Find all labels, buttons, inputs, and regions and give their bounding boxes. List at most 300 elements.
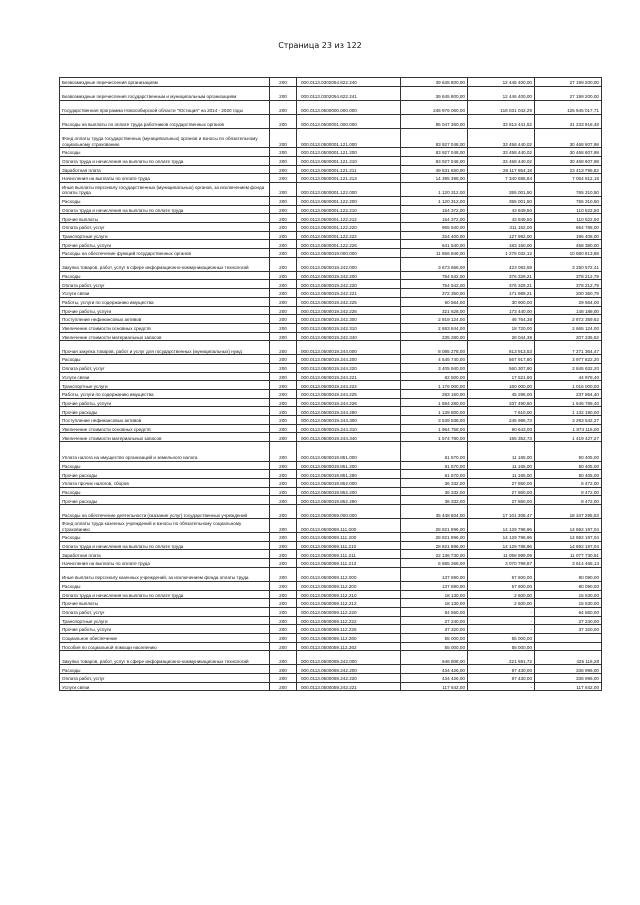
row-code-cell: 200 bbox=[270, 271, 297, 280]
table-row bbox=[60, 416, 602, 425]
page-number-label: Страница 23 из 122 bbox=[278, 41, 362, 50]
row-kbk-cell: 000.0113.0500019.244.200 bbox=[297, 355, 401, 364]
row-approved-cell: 11 656 846,00 bbox=[401, 249, 468, 258]
table-row bbox=[60, 223, 602, 232]
row-kbk-cell: 000.0113.0500019.242.220 bbox=[297, 280, 401, 289]
row-code-cell: 200 bbox=[270, 665, 297, 674]
row-kbk-cell: 000.0113.0500019.242.310 bbox=[297, 323, 401, 332]
table-row bbox=[60, 306, 602, 315]
table-row bbox=[60, 205, 602, 214]
table-row bbox=[60, 78, 602, 87]
row-approved-cell: 22 136 730,00 bbox=[401, 550, 468, 559]
row-unexecuted-cell: 207 235,62 bbox=[535, 332, 602, 341]
row-approved-cell: 3 539 538,00 bbox=[401, 416, 468, 425]
row-approved-cell: 1 176 000,00 bbox=[401, 381, 468, 390]
row-approved-cell: 64 560,00 bbox=[401, 607, 468, 616]
row-kbk-cell: 000.0113.0500059.112.260 bbox=[297, 633, 401, 642]
row-name-cell: Расходы bbox=[60, 148, 270, 157]
row-code-cell: 200 bbox=[270, 559, 297, 568]
row-code-cell: 200 bbox=[270, 590, 297, 599]
row-name-cell: Прочие работы, услуги bbox=[60, 398, 270, 407]
row-approved-cell: 83 927 048,00 bbox=[401, 128, 468, 148]
row-unexecuted-cell: 1 546 789,40 bbox=[535, 398, 602, 407]
row-name-cell: Прочие работы, услуги bbox=[60, 625, 270, 634]
row-code-cell: 200 bbox=[270, 407, 297, 416]
row-kbk-cell: 000.0113.0500019.242.000 bbox=[297, 257, 401, 271]
table-row bbox=[60, 505, 602, 519]
row-unexecuted-cell: 27 240,00 bbox=[535, 616, 602, 625]
table-row bbox=[60, 550, 602, 559]
row-name-cell: Оплата труда и начисления на выплаты по оплате труда bbox=[60, 205, 270, 214]
row-kbk-cell: 000.0113.0500059.112.262 bbox=[297, 642, 401, 651]
row-approved-cell: 27 240,00 bbox=[401, 616, 468, 625]
table-row bbox=[60, 280, 602, 289]
row-executed-cell: 45 296,00 bbox=[468, 390, 535, 399]
row-executed-cell: 17 521,60 bbox=[468, 372, 535, 381]
row-kbk-cell: 000.0113.0500019.851.000 bbox=[297, 442, 401, 462]
row-code-cell: 200 bbox=[270, 625, 297, 634]
row-code-cell: 200 bbox=[270, 214, 297, 223]
table-row bbox=[60, 616, 602, 625]
row-approved-cell: 14 395 398,00 bbox=[401, 174, 468, 183]
row-approved-cell: 434 426,00 bbox=[401, 674, 468, 683]
row-kbk-cell: 000.0113.0500059.000.000 bbox=[297, 505, 401, 519]
row-executed-cell: 311 152,00 bbox=[468, 223, 535, 232]
budget-table-body bbox=[60, 78, 602, 691]
table-row bbox=[60, 257, 602, 271]
row-name-cell: Начисления на выплаты по оплате труда bbox=[60, 174, 270, 183]
row-unexecuted-cell: 27 199 200,00 bbox=[535, 86, 602, 100]
row-approved-cell: 641 540,00 bbox=[401, 240, 468, 249]
row-unexecuted-cell: 50 405,00 bbox=[535, 442, 602, 462]
row-approved-cell: 965 940,00 bbox=[401, 223, 468, 232]
row-name-cell: Оплата работ, услуг bbox=[60, 674, 270, 683]
row-executed-cell: 567 917,80 bbox=[468, 355, 535, 364]
row-name-cell: Оплата работ, услуг bbox=[60, 607, 270, 616]
budget-table bbox=[59, 77, 602, 691]
row-code-cell: 200 bbox=[270, 424, 297, 433]
row-executed-cell: 55 000,00 bbox=[468, 642, 535, 651]
row-kbk-cell: 000.0113.0500019.244.220 bbox=[297, 363, 401, 372]
table-row bbox=[60, 174, 602, 183]
row-unexecuted-cell: 196 408,00 bbox=[535, 231, 602, 240]
row-executed-cell: 90 643,00 bbox=[468, 424, 535, 433]
row-unexecuted-cell: 3 977 822,20 bbox=[535, 355, 602, 364]
row-approved-cell: 434 426,00 bbox=[401, 665, 468, 674]
row-code-cell: 200 bbox=[270, 332, 297, 341]
row-unexecuted-cell: 80 090,00 bbox=[535, 581, 602, 590]
row-approved-cell: 154 372,00 bbox=[401, 214, 468, 223]
row-kbk-cell: 000.0113.0500001.121.200 bbox=[297, 148, 401, 157]
row-name-cell: Услуги связи bbox=[60, 372, 270, 381]
row-executed-cell: - bbox=[468, 607, 535, 616]
table-row bbox=[60, 665, 602, 674]
row-unexecuted-cell: 30 468 607,98 bbox=[535, 128, 602, 148]
row-approved-cell: 1 964 758,00 bbox=[401, 424, 468, 433]
row-approved-cell: 6 685 266,00 bbox=[401, 559, 468, 568]
row-code-cell: 200 bbox=[270, 196, 297, 205]
row-kbk-cell: 000.0113.0500019.244.300 bbox=[297, 416, 401, 425]
row-kbk-cell: 000.0113.0500019.852.290 bbox=[297, 496, 401, 505]
row-approved-cell: 60 564,00 bbox=[401, 297, 468, 306]
row-code-cell: 200 bbox=[270, 581, 297, 590]
row-code-cell: 200 bbox=[270, 398, 297, 407]
row-executed-cell: 355 001,50 bbox=[468, 182, 535, 196]
row-kbk-cell: 000.0113.0500059.242.000 bbox=[297, 651, 401, 665]
row-executed-cell: 12 446 400,00 bbox=[468, 78, 535, 87]
row-executed-cell: 183 160,00 bbox=[468, 240, 535, 249]
row-kbk-cell: 000.0113.0500001.121.211 bbox=[297, 165, 401, 174]
row-unexecuted-cell bbox=[535, 633, 602, 642]
table-row bbox=[60, 559, 602, 568]
row-code-cell: 200 bbox=[270, 280, 297, 289]
row-unexecuted-cell: 15 530,00 bbox=[535, 590, 602, 599]
row-executed-cell: 26 117 854,18 bbox=[468, 165, 535, 174]
row-approved-cell: 245 976 060,00 bbox=[401, 100, 468, 114]
row-approved-cell: 1 120 312,00 bbox=[401, 182, 468, 196]
table-row bbox=[60, 541, 602, 550]
table-row bbox=[60, 424, 602, 433]
row-name-cell: Прочие работы, услуги bbox=[60, 306, 270, 315]
row-unexecuted-cell: 1 419 427,27 bbox=[535, 433, 602, 442]
row-name-cell: Закупка товаров, работ, услуг в сфере информационно-коммуникационных технологий bbox=[60, 257, 270, 271]
table-row bbox=[60, 433, 602, 442]
row-approved-cell: 55 000,00 bbox=[401, 642, 468, 651]
row-name-cell: Прочие расходы bbox=[60, 470, 270, 479]
row-approved-cell: 1 120 312,00 bbox=[401, 196, 468, 205]
row-code-cell: 200 bbox=[270, 289, 297, 298]
row-executed-cell: 30 900,00 bbox=[468, 297, 535, 306]
row-unexecuted-cell: 3 250 572,41 bbox=[535, 257, 602, 271]
row-kbk-cell: 000.0113.0500019.244.000 bbox=[297, 341, 401, 355]
row-code-cell: 200 bbox=[270, 651, 297, 665]
row-name-cell: Расходы bbox=[60, 271, 270, 280]
row-kbk-cell: 000.0113.0500001.122.000 bbox=[297, 182, 401, 196]
table-row bbox=[60, 390, 602, 399]
row-unexecuted-cell: 50 405,00 bbox=[535, 470, 602, 479]
row-kbk-cell: 000.0113.0500059.112.220 bbox=[297, 607, 401, 616]
row-approved-cell: 49 531 650,00 bbox=[401, 165, 468, 174]
table-row bbox=[60, 407, 602, 416]
row-kbk-cell: 000.0113.0500019.852.200 bbox=[297, 487, 401, 496]
table-row bbox=[60, 470, 602, 479]
row-approved-cell: 36 332,00 bbox=[401, 479, 468, 488]
row-name-cell: Оплата труда и начисления на выплаты по оплате труда bbox=[60, 590, 270, 599]
row-unexecuted-cell: 14 692 197,04 bbox=[535, 533, 602, 542]
row-executed-cell: 33 458 440,02 bbox=[468, 128, 535, 148]
row-approved-cell: 85 047 360,00 bbox=[401, 114, 468, 128]
row-code-cell: 200 bbox=[270, 433, 297, 442]
row-code-cell: 200 bbox=[270, 470, 297, 479]
row-unexecuted-cell: 1 132 190,00 bbox=[535, 407, 602, 416]
row-code-cell: 200 bbox=[270, 341, 297, 355]
row-unexecuted-cell: 237 864,40 bbox=[535, 390, 602, 399]
row-kbk-cell: 000.0113.0302054.622.241 bbox=[297, 86, 401, 100]
row-name-cell: Услуги связи bbox=[60, 289, 270, 298]
row-unexecuted-cell: 148 188,00 bbox=[535, 306, 602, 315]
row-approved-cell: 2 919 124,00 bbox=[401, 315, 468, 324]
row-unexecuted-cell: 378 212,79 bbox=[535, 280, 602, 289]
row-name-cell: Прочие выплаты bbox=[60, 214, 270, 223]
table-row bbox=[60, 128, 602, 148]
row-unexecuted-cell: 110 522,50 bbox=[535, 214, 602, 223]
table-row bbox=[60, 682, 602, 691]
row-executed-cell: 221 691,72 bbox=[468, 651, 535, 665]
row-approved-cell: 1 574 780,00 bbox=[401, 433, 468, 442]
row-name-cell: Расходы на обеспечение деятельности (оказание услуг) государственных учреждений bbox=[60, 505, 270, 519]
row-unexecuted-cell: 200 360,79 bbox=[535, 289, 602, 298]
row-name-cell: Расходы bbox=[60, 355, 270, 364]
table-row bbox=[60, 607, 602, 616]
table-row bbox=[60, 332, 602, 341]
table-row bbox=[60, 533, 602, 542]
row-unexecuted-cell bbox=[535, 642, 602, 651]
row-unexecuted-cell: 2 872 359,62 bbox=[535, 315, 602, 324]
row-code-cell: 200 bbox=[270, 505, 297, 519]
row-code-cell: 200 bbox=[270, 363, 297, 372]
row-approved-cell: 4 545 740,00 bbox=[401, 355, 468, 364]
row-name-cell: Работы, услуги по содержанию имущества bbox=[60, 390, 270, 399]
row-executed-cell: 155 352,73 bbox=[468, 433, 535, 442]
table-row bbox=[60, 372, 602, 381]
row-executed-cell: 43 849,50 bbox=[468, 205, 535, 214]
row-name-cell: Расходы на обеспечение функций государственных органов bbox=[60, 249, 270, 258]
row-name-cell: Начисления на выплаты по оплате труда bbox=[60, 559, 270, 568]
row-kbk-cell: 000.0113.0500001.000.000 bbox=[297, 114, 401, 128]
row-code-cell: 200 bbox=[270, 182, 297, 196]
row-executed-cell: 14 129 798,96 bbox=[468, 519, 535, 533]
row-approved-cell: 137 690,00 bbox=[401, 567, 468, 581]
row-name-cell: Увеличение стоимости материальных запасов bbox=[60, 433, 270, 442]
row-executed-cell: 28 044,38 bbox=[468, 332, 535, 341]
table-row bbox=[60, 315, 602, 324]
row-executed-cell: 376 329,21 bbox=[468, 280, 535, 289]
row-name-cell: Транспортные услуги bbox=[60, 231, 270, 240]
row-kbk-cell: 000.0113.0500019.000.000 bbox=[297, 249, 401, 258]
row-name-cell: Поступление нефинансовых активов bbox=[60, 315, 270, 324]
row-executed-cell: 27 860,00 bbox=[468, 479, 535, 488]
row-executed-cell: 14 129 798,96 bbox=[468, 533, 535, 542]
row-executed-cell: 423 093,59 bbox=[468, 257, 535, 271]
row-kbk-cell: 000.0113.0500001.122.212 bbox=[297, 214, 401, 223]
table-row bbox=[60, 86, 602, 100]
row-unexecuted-cell: 30 468 607,98 bbox=[535, 156, 602, 165]
row-unexecuted-cell: 50 405,00 bbox=[535, 461, 602, 470]
row-code-cell: 200 bbox=[270, 240, 297, 249]
row-code-cell: 200 bbox=[270, 633, 297, 642]
row-name-cell: Оплата работ, услуг bbox=[60, 363, 270, 372]
row-unexecuted-cell: 29 664,00 bbox=[535, 297, 602, 306]
row-approved-cell: 3 405 940,00 bbox=[401, 363, 468, 372]
row-code-cell: 200 bbox=[270, 372, 297, 381]
row-kbk-cell: 000.0113.0500059.112.212 bbox=[297, 599, 401, 608]
row-name-cell: Заработная плата bbox=[60, 165, 270, 174]
row-approved-cell: 154 372,00 bbox=[401, 205, 468, 214]
row-unexecuted-cell: 3 614 466,13 bbox=[535, 559, 602, 568]
row-unexecuted-cell: 8 472,00 bbox=[535, 479, 602, 488]
row-approved-cell: 754 542,00 bbox=[401, 271, 468, 280]
row-unexecuted-cell: 3 293 542,27 bbox=[535, 416, 602, 425]
table-row bbox=[60, 165, 602, 174]
row-kbk-cell: 000.0113.0500001.122.210 bbox=[297, 205, 401, 214]
row-code-cell: 200 bbox=[270, 205, 297, 214]
row-unexecuted-cell: 11 077 730,91 bbox=[535, 550, 602, 559]
table-row bbox=[60, 496, 602, 505]
row-approved-cell: 3 673 666,00 bbox=[401, 257, 468, 271]
row-kbk-cell: 000.0113.0500059.111.000 bbox=[297, 519, 401, 533]
row-approved-cell: 83 927 048,00 bbox=[401, 148, 468, 157]
row-code-cell: 200 bbox=[270, 479, 297, 488]
row-kbk-cell: 000.0113.0500001.122.226 bbox=[297, 240, 401, 249]
row-approved-cell: 2 683 844,00 bbox=[401, 323, 468, 332]
row-code-cell: 200 bbox=[270, 416, 297, 425]
row-unexecuted-cell: 2 845 632,20 bbox=[535, 363, 602, 372]
row-executed-cell: 337 490,60 bbox=[468, 398, 535, 407]
row-unexecuted-cell: 80 090,00 bbox=[535, 567, 602, 581]
row-approved-cell: 372 350,00 bbox=[401, 289, 468, 298]
row-executed-cell: 560 307,80 bbox=[468, 363, 535, 372]
row-code-cell: 200 bbox=[270, 231, 297, 240]
row-unexecuted-cell: 654 788,00 bbox=[535, 223, 602, 232]
row-executed-cell: 7 340 585,84 bbox=[468, 174, 535, 183]
table-row bbox=[60, 271, 602, 280]
row-kbk-cell: 000.0113.0500019.242.225 bbox=[297, 297, 401, 306]
row-code-cell: 200 bbox=[270, 533, 297, 542]
row-name-cell: Оплата работ, услуг bbox=[60, 280, 270, 289]
row-executed-cell: 55 000,00 bbox=[468, 633, 535, 642]
row-code-cell: 200 bbox=[270, 306, 297, 315]
row-name-cell: Оплата работ, услуг bbox=[60, 223, 270, 232]
row-executed-cell: 376 329,21 bbox=[468, 271, 535, 280]
table-row bbox=[60, 625, 602, 634]
row-unexecuted-cell: 15 530,00 bbox=[535, 599, 602, 608]
row-kbk-cell: 000.0113.0500001.122.220 bbox=[297, 223, 401, 232]
row-kbk-cell: 000.0113.0500001.122.222 bbox=[297, 231, 401, 240]
row-unexecuted-cell: 8 472,00 bbox=[535, 487, 602, 496]
row-approved-cell: 646 808,00 bbox=[401, 651, 468, 665]
row-kbk-cell: 000.0113.0500059.242.221 bbox=[297, 682, 401, 691]
row-approved-cell: 28 821 996,00 bbox=[401, 541, 468, 550]
row-name-cell: Прочие расходы bbox=[60, 496, 270, 505]
row-name-cell: Расходы на выплаты по оплате труда работников государственных органов bbox=[60, 114, 270, 128]
row-kbk-cell: 000.0113.0500059.111.210 bbox=[297, 541, 401, 550]
row-kbk-cell: 000.0113.0500059.242.200 bbox=[297, 665, 401, 674]
row-unexecuted-cell: 1 874 115,00 bbox=[535, 424, 602, 433]
row-code-cell: 200 bbox=[270, 487, 297, 496]
table-row bbox=[60, 355, 602, 364]
row-approved-cell: 39 645 800,00 bbox=[401, 86, 468, 100]
row-executed-cell: 127 992,00 bbox=[468, 231, 535, 240]
row-code-cell: 200 bbox=[270, 297, 297, 306]
row-name-cell: Поступление нефинансовых активов bbox=[60, 416, 270, 425]
table-row bbox=[60, 479, 602, 488]
row-code-cell: 200 bbox=[270, 174, 297, 183]
row-unexecuted-cell: 125 945 017,71 bbox=[535, 100, 602, 114]
row-approved-cell: 235 280,00 bbox=[401, 332, 468, 341]
row-code-cell: 200 bbox=[270, 78, 297, 87]
row-executed-cell: 57 600,00 bbox=[468, 581, 535, 590]
row-code-cell: 200 bbox=[270, 323, 297, 332]
row-code-cell: 200 bbox=[270, 114, 297, 128]
row-code-cell: 200 bbox=[270, 550, 297, 559]
row-kbk-cell: 000.0113.0500059.112.000 bbox=[297, 567, 401, 581]
row-executed-cell: 27 860,00 bbox=[468, 487, 535, 496]
row-executed-cell: - bbox=[468, 625, 535, 634]
row-executed-cell: 245 995,73 bbox=[468, 416, 535, 425]
table-row bbox=[60, 182, 602, 196]
row-kbk-cell: 000.0113.0500019.242.226 bbox=[297, 306, 401, 315]
table-row bbox=[60, 461, 602, 470]
row-approved-cell: 35 448 604,00 bbox=[401, 505, 468, 519]
row-unexecuted-cell: 14 692 197,04 bbox=[535, 519, 602, 533]
row-executed-cell: 27 860,00 bbox=[468, 496, 535, 505]
row-executed-cell: 14 129 798,96 bbox=[468, 541, 535, 550]
row-executed-cell: 12 446 400,00 bbox=[468, 86, 535, 100]
table-row bbox=[60, 148, 602, 157]
row-unexecuted-cell: 765 310,50 bbox=[535, 196, 602, 205]
table-row bbox=[60, 156, 602, 165]
row-executed-cell: 173 440,00 bbox=[468, 306, 535, 315]
table-row bbox=[60, 599, 602, 608]
row-kbk-cell: 000.0113.0500019.242.200 bbox=[297, 271, 401, 280]
table-row bbox=[60, 442, 602, 462]
row-approved-cell: 39 645 800,00 bbox=[401, 78, 468, 87]
table-row bbox=[60, 674, 602, 683]
row-approved-cell: 61 570,00 bbox=[401, 461, 468, 470]
row-executed-cell: 97 430,00 bbox=[468, 674, 535, 683]
row-name-cell: Безвозмездные перечисления государственным и муниципальным организациям bbox=[60, 86, 270, 100]
row-unexecuted-cell: 18 347 295,53 bbox=[535, 505, 602, 519]
row-unexecuted-cell: 64 560,00 bbox=[535, 607, 602, 616]
row-approved-cell: 117 642,00 bbox=[401, 682, 468, 691]
row-name-cell: Фонд оплаты труда казенных учреждений и взносы по обязательному социальному страхованию bbox=[60, 519, 270, 533]
row-approved-cell: 321 628,00 bbox=[401, 306, 468, 315]
row-kbk-cell: 000.0113.0500019.851.290 bbox=[297, 470, 401, 479]
row-kbk-cell: 000.0113.0500001.121.000 bbox=[297, 128, 401, 148]
row-approved-cell: 28 821 996,00 bbox=[401, 533, 468, 542]
row-code-cell: 200 bbox=[270, 519, 297, 533]
row-name-cell: Транспортные услуги bbox=[60, 381, 270, 390]
row-name-cell: Расходы bbox=[60, 581, 270, 590]
table-row bbox=[60, 651, 602, 665]
row-name-cell: Прочие выплаты bbox=[60, 599, 270, 608]
row-executed-cell: 11 165,00 bbox=[468, 461, 535, 470]
row-unexecuted-cell: 44 978,40 bbox=[535, 372, 602, 381]
table-row bbox=[60, 363, 602, 372]
row-kbk-cell: 000.0113.0302054.622.240 bbox=[297, 78, 401, 87]
row-code-cell: 200 bbox=[270, 607, 297, 616]
row-name-cell: Прочие работы, услуги bbox=[60, 240, 270, 249]
row-executed-cell: 33 458 440,02 bbox=[468, 148, 535, 157]
row-unexecuted-cell: 7 271 364,47 bbox=[535, 341, 602, 355]
row-code-cell: 200 bbox=[270, 682, 297, 691]
row-kbk-cell: 000.0113.0500019.242.300 bbox=[297, 315, 401, 324]
row-approved-cell: 36 332,00 bbox=[401, 496, 468, 505]
row-code-cell: 200 bbox=[270, 642, 297, 651]
row-unexecuted-cell: 8 472,00 bbox=[535, 496, 602, 505]
row-approved-cell: 1 884 280,00 bbox=[401, 398, 468, 407]
row-executed-cell: 46 764,38 bbox=[468, 315, 535, 324]
row-kbk-cell: 000.0113.0500001.121.210 bbox=[297, 156, 401, 165]
row-kbk-cell: 000.0113.0500059.242.220 bbox=[297, 674, 401, 683]
row-kbk-cell: 000.0113.0500059.111.213 bbox=[297, 559, 401, 568]
row-kbk-cell: 000.0113.0500001.122.200 bbox=[297, 196, 401, 205]
row-approved-cell: 61 570,00 bbox=[401, 442, 468, 462]
table-row bbox=[60, 633, 602, 642]
row-executed-cell: 160 000,00 bbox=[468, 381, 535, 390]
row-code-cell: 200 bbox=[270, 128, 297, 148]
row-name-cell: Государственная программа Новосибирской области "Юстиция" на 2014 - 2020 годы bbox=[60, 100, 270, 114]
